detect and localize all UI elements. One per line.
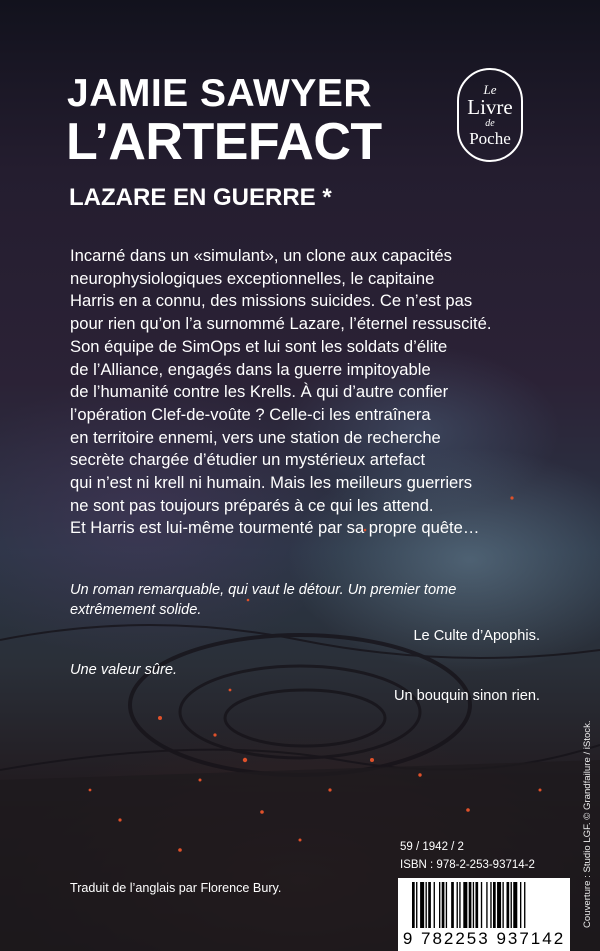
synopsis-line: ne sont pas toujours préparés à ce qui les attend. <box>70 495 434 515</box>
barcode-bar <box>513 882 517 928</box>
barcode-bar <box>511 882 512 928</box>
book-title: L’ARTEFACT <box>66 113 382 171</box>
barcode-bar <box>459 882 460 928</box>
review-text <box>70 660 540 680</box>
translator-credit: Traduit de l’anglais par Florence Bury. <box>70 881 282 895</box>
barcode-bars <box>408 882 560 928</box>
barcode <box>398 878 570 951</box>
barcode-bar <box>412 882 415 928</box>
synopsis-line: Et Harris est lui-même tourmenté par sa propre quête… <box>70 518 480 538</box>
review-quote <box>70 580 540 646</box>
logo-line-4: Poche <box>469 129 511 148</box>
barcode-bar <box>463 882 467 928</box>
synopsis-line: Incarné dans un «simulant», un clone aux capacités <box>70 246 452 265</box>
review-text <box>70 580 540 620</box>
synopsis-line: secrète chargée d’étudier un mystérieux artefact <box>70 450 426 470</box>
synopsis-line: Son équipe de SimOps et lui sont les soldats d’élite <box>70 336 448 356</box>
logo-line-3: de <box>485 118 495 129</box>
barcode-bar <box>457 882 458 928</box>
barcode-bar <box>428 882 431 928</box>
author-name: JAMIE SAWYER <box>67 72 373 115</box>
publisher-logo <box>457 68 523 162</box>
synopsis-line: de l’humanité contre les Krells. À qui d’autre confier <box>70 382 449 402</box>
barcode-bar <box>446 882 447 928</box>
review-line: Une valeur sûre. <box>70 662 178 678</box>
synopsis-line: de l’Alliance, engagés dans la guerre impitoyable <box>70 359 431 379</box>
barcode-bar <box>434 882 435 928</box>
barcode-bar <box>520 882 521 928</box>
review-line: Un roman remarquable, qui vaut le détour. Un premier tome <box>70 582 457 598</box>
synopsis <box>70 245 550 540</box>
review-source: Un bouquin sinon rien. <box>393 688 540 704</box>
catalog-number: 59 / 1942 / 2 <box>400 841 464 853</box>
barcode-bar <box>439 882 440 928</box>
logo-line-1: Le <box>483 82 497 97</box>
series-subtitle: LAZARE EN GUERRE * <box>69 184 332 211</box>
barcode-bar <box>481 882 482 928</box>
logo-line-2: Livre <box>467 95 513 119</box>
barcode-number: 9 782253 937142 <box>402 929 566 948</box>
synopsis-line: neurophysiologiques exceptionnelles, le capitaine <box>70 268 435 288</box>
barcode-bar <box>486 882 487 928</box>
barcode-bar <box>475 882 478 928</box>
synopsis-line: en territoire ennemi, vers une station de recherche <box>70 427 441 447</box>
barcode-bar <box>442 882 445 928</box>
synopsis-line: qui n’est ni krell ni humain. Mais les meilleurs guerriers <box>70 473 473 493</box>
barcode-bar <box>420 882 424 928</box>
synopsis-line: pour rien qu’on l’a surnommé Lazare, l’éternel ressuscité. <box>70 314 492 334</box>
isbn: ISBN : 978-2-253-93714-2 <box>400 859 535 871</box>
synopsis-line: l’opération Clef-de-voûte ? Celle-ci les entraînera <box>70 404 431 424</box>
barcode-bar <box>497 882 501 928</box>
review-line: extrêmement solide. <box>70 602 202 618</box>
barcode-bar <box>502 882 503 928</box>
barcode-bar <box>451 882 454 928</box>
barcode-bar <box>490 882 491 928</box>
barcode-bar <box>469 882 472 928</box>
synopsis-line: Harris en a connu, des missions suicides. Ce n’est pas <box>70 291 473 311</box>
review-source: Le Culte d’Apophis. <box>413 628 540 644</box>
review-quote <box>70 660 540 706</box>
cover-credit-text: Couverture : Studio LGF. © Grandfailure / iStock. <box>582 720 593 928</box>
barcode-bar <box>493 882 496 928</box>
barcode-bar <box>416 882 417 928</box>
catalog-info <box>400 838 535 874</box>
barcode-bar <box>473 882 474 928</box>
barcode-bar <box>524 882 525 928</box>
barcode-bar <box>507 882 510 928</box>
cover-credit <box>582 698 592 928</box>
barcode-bar <box>426 882 427 928</box>
